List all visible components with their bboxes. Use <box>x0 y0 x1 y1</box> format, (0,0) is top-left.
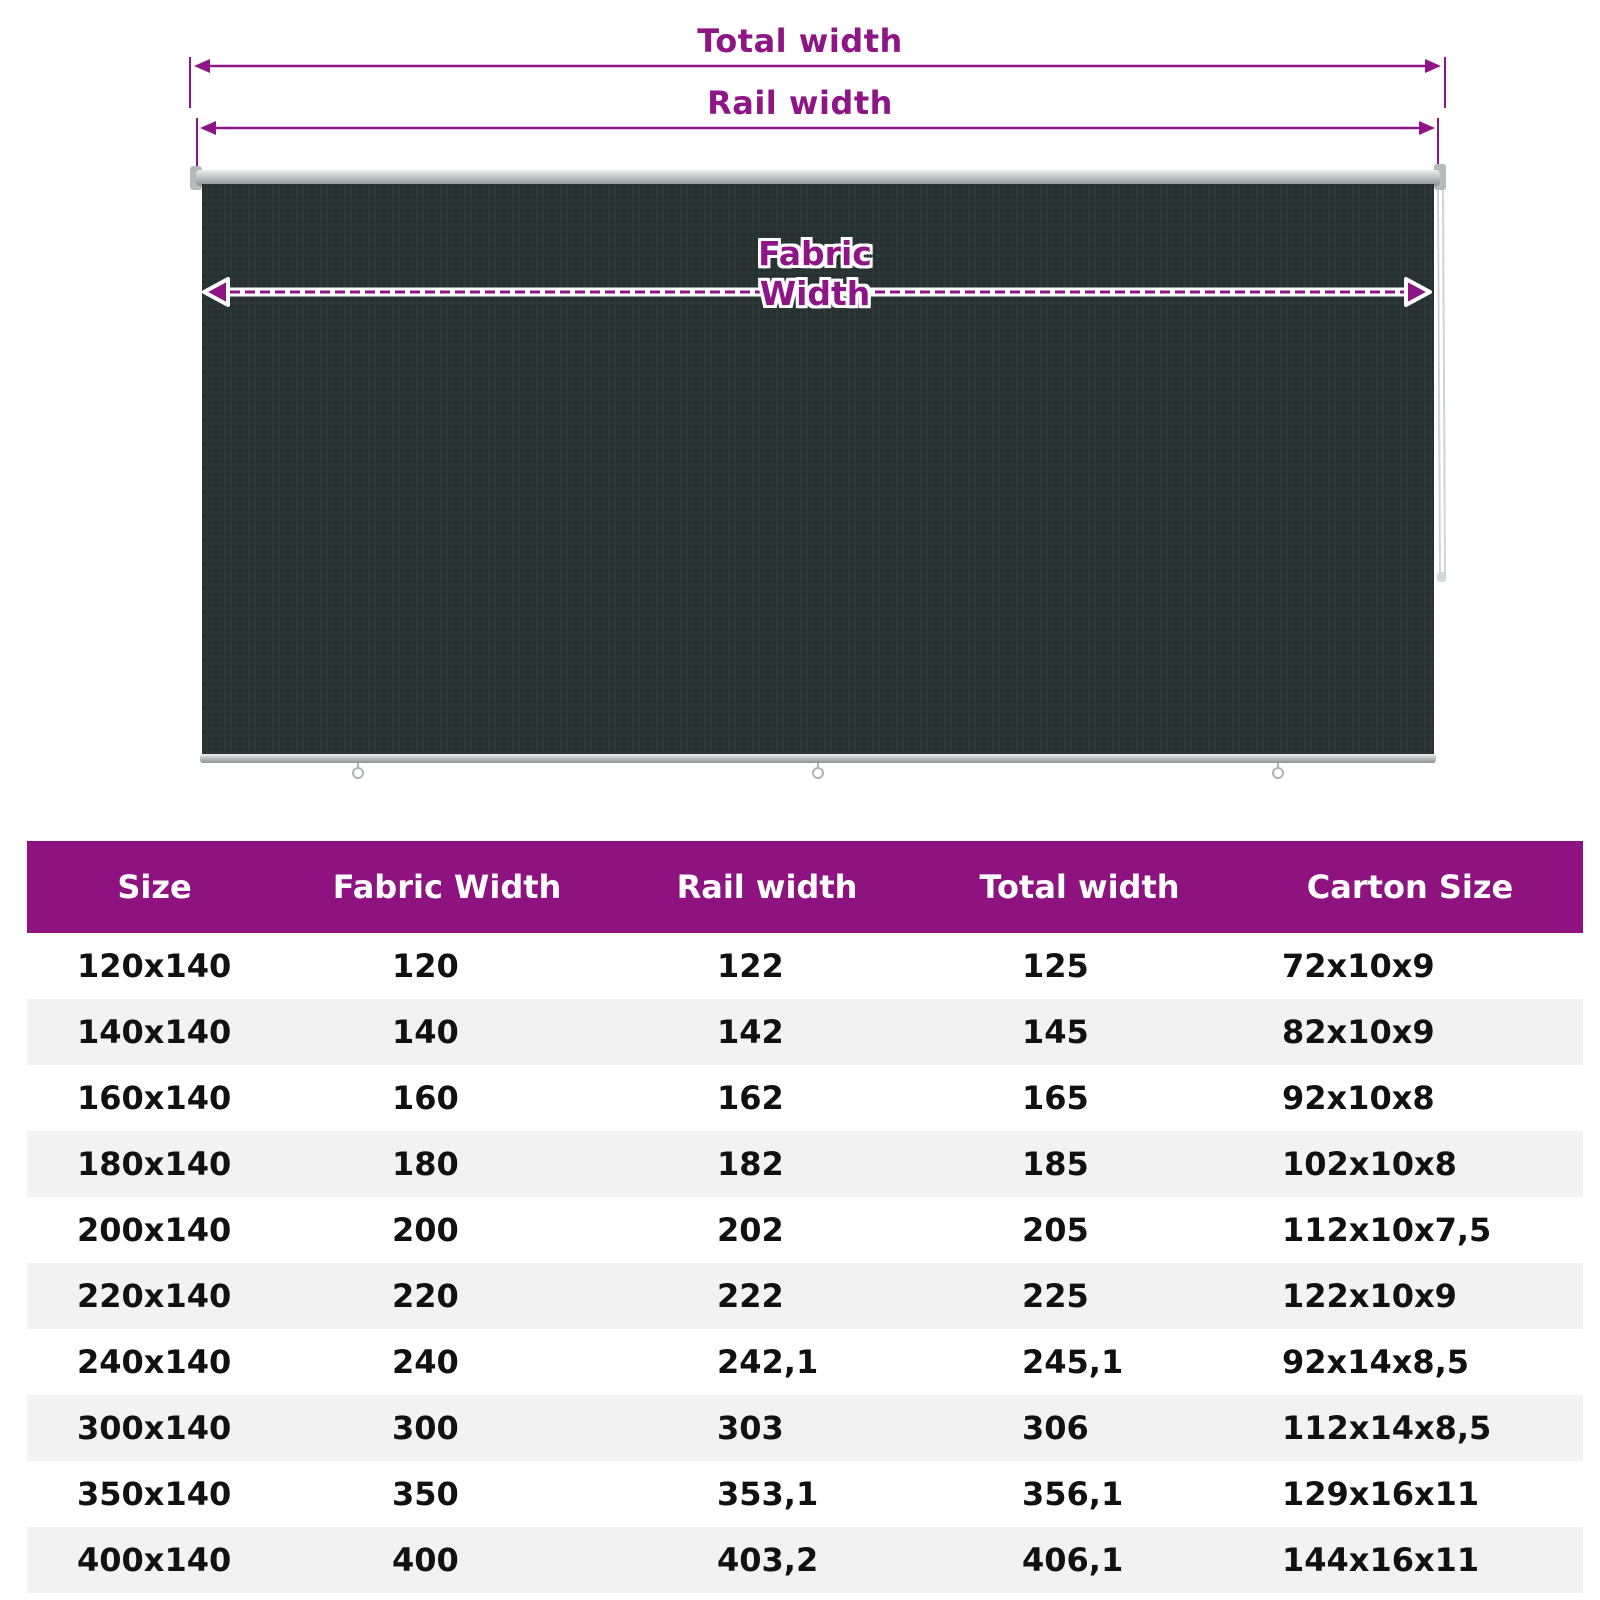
cell-fabric-width: 400 <box>392 1541 459 1579</box>
cell-rail-width: 162 <box>717 1079 784 1117</box>
cell-rail-width: 122 <box>717 947 784 985</box>
pull-cord <box>1437 190 1446 582</box>
header-total-width: Total width <box>979 868 1180 906</box>
table-row <box>27 1065 1583 1131</box>
cell-total-width: 306 <box>1022 1409 1089 1447</box>
cell-carton-size: 112x14x8,5 <box>1282 1409 1492 1447</box>
cell-fabric-width: 160 <box>392 1079 459 1117</box>
cell-carton-size: 129x16x11 <box>1282 1475 1480 1513</box>
cell-carton-size: 144x16x11 <box>1282 1541 1480 1579</box>
total-width-label: Total width <box>697 22 903 60</box>
cell-fabric-width: 300 <box>392 1409 459 1447</box>
rail-width-label: Rail width <box>707 84 893 122</box>
table-row <box>27 1197 1583 1263</box>
size-table <box>27 841 1583 1593</box>
cell-total-width: 406,1 <box>1022 1541 1124 1579</box>
cell-size: 350x140 <box>77 1475 232 1513</box>
cell-size: 140x140 <box>77 1013 232 1051</box>
cell-rail-width: 222 <box>717 1277 784 1315</box>
cell-fabric-width: 350 <box>392 1475 459 1513</box>
header-rail-width: Rail width <box>676 868 858 906</box>
table-row <box>27 999 1583 1065</box>
cell-rail-width: 182 <box>717 1145 784 1183</box>
cell-fabric-width: 220 <box>392 1277 459 1315</box>
cell-carton-size: 102x10x8 <box>1282 1145 1457 1183</box>
cell-carton-size: 92x10x8 <box>1282 1079 1435 1117</box>
cell-total-width: 356,1 <box>1022 1475 1124 1513</box>
cell-rail-width: 142 <box>717 1013 784 1051</box>
cell-carton-size: 82x10x9 <box>1282 1013 1435 1051</box>
cell-total-width: 205 <box>1022 1211 1089 1249</box>
fabric-width-label: Fabric Width <box>758 234 872 313</box>
header-carton-size: Carton Size <box>1306 868 1514 906</box>
cell-rail-width: 303 <box>717 1409 784 1447</box>
cell-size: 160x140 <box>77 1079 232 1117</box>
rail-width-dimension <box>197 118 1438 172</box>
cell-size: 220x140 <box>77 1277 232 1315</box>
header-size: Size <box>117 868 192 906</box>
table-row <box>27 1131 1583 1197</box>
table-header-row <box>27 841 1583 933</box>
cell-carton-size: 92x14x8,5 <box>1282 1343 1470 1381</box>
cell-total-width: 245,1 <box>1022 1343 1124 1381</box>
cell-carton-size: 122x10x9 <box>1282 1277 1457 1315</box>
cell-fabric-width: 180 <box>392 1145 459 1183</box>
table-row <box>27 933 1583 999</box>
table-row <box>27 1329 1583 1395</box>
cell-total-width: 185 <box>1022 1145 1089 1183</box>
cell-fabric-width: 140 <box>392 1013 459 1051</box>
cell-fabric-width: 120 <box>392 947 459 985</box>
cell-rail-width: 353,1 <box>717 1475 819 1513</box>
table-row <box>27 1461 1583 1527</box>
total-width-dimension <box>190 57 1445 108</box>
table-row <box>27 1527 1583 1593</box>
cell-size: 400x140 <box>77 1541 232 1579</box>
cell-size: 240x140 <box>77 1343 232 1381</box>
cell-total-width: 165 <box>1022 1079 1089 1117</box>
cell-total-width: 225 <box>1022 1277 1089 1315</box>
cell-rail-width: 242,1 <box>717 1343 819 1381</box>
table-row <box>27 1395 1583 1461</box>
header-fabric-width: Fabric Width <box>332 868 562 906</box>
table-row <box>27 1263 1583 1329</box>
cell-rail-width: 403,2 <box>717 1541 819 1579</box>
cell-fabric-width: 240 <box>392 1343 459 1381</box>
cell-size: 180x140 <box>77 1145 232 1183</box>
bottom-bar <box>200 754 1436 778</box>
cell-fabric-width: 200 <box>392 1211 459 1249</box>
cell-carton-size: 112x10x7,5 <box>1282 1211 1492 1249</box>
cell-carton-size: 72x10x9 <box>1282 947 1435 985</box>
cell-size: 300x140 <box>77 1409 232 1447</box>
cell-total-width: 125 <box>1022 947 1089 985</box>
cell-total-width: 145 <box>1022 1013 1089 1051</box>
cell-rail-width: 202 <box>717 1211 784 1249</box>
cell-size: 120x140 <box>77 947 232 985</box>
cell-size: 200x140 <box>77 1211 232 1249</box>
